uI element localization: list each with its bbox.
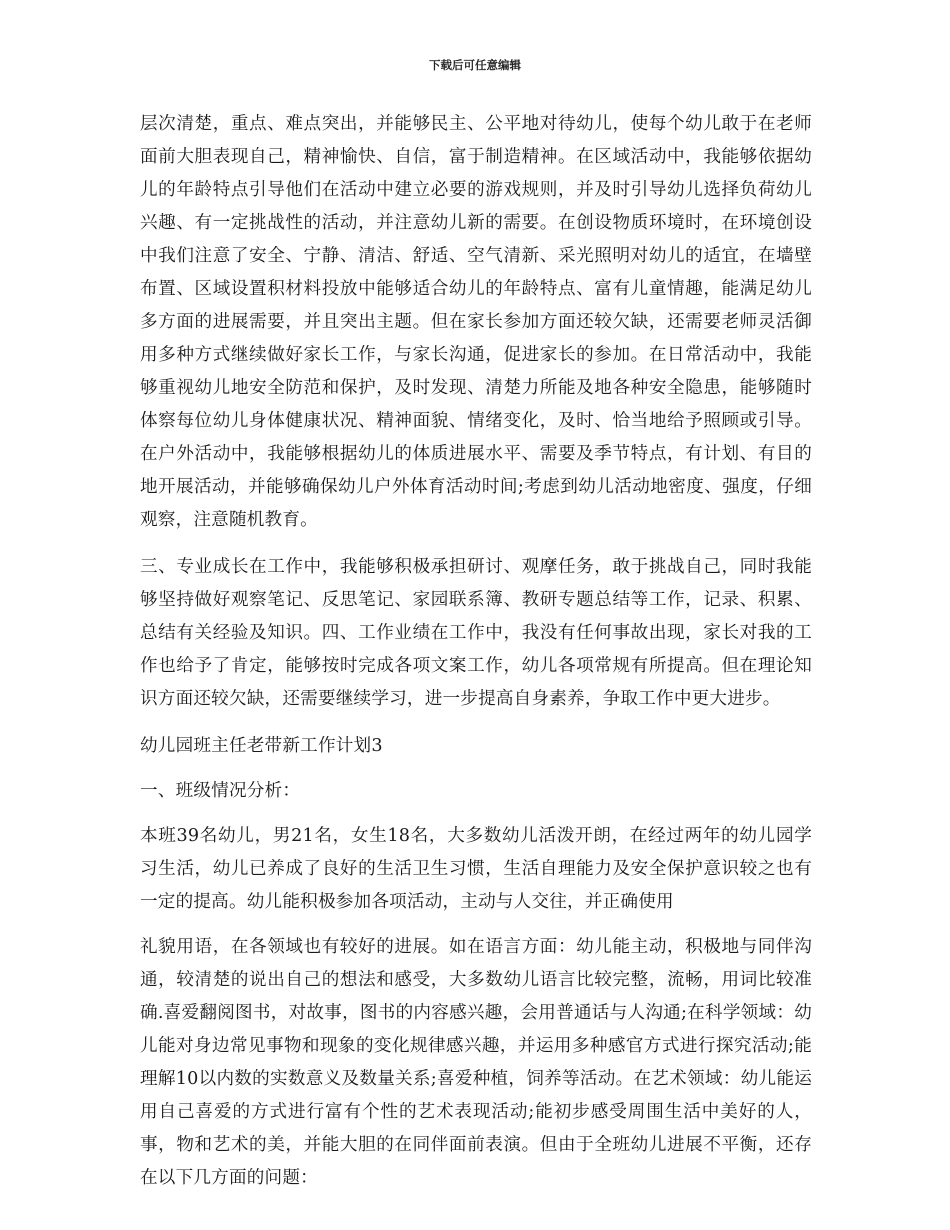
document-body — [140, 108, 812, 1195]
paragraph-class-overview: 本班39名幼儿，男21名，女生18名，大多数幼儿活泼开朗，在经过两年的幼儿园学习生活，幼儿已养成了良好的生活卫生习惯，生活自理能力及安全保护意识较之也有一定的提高。幼儿能积极参加各项活动，主动与人交往，并正确使用 — [140, 826, 812, 912]
paragraph-professional-growth: 三、专业成长在工作中，我能够积极承担研讨、观摩任务，敢于挑战自己，同时我能够坚持做好观察笔记、反思笔记、家园联系簿、教研专题总结等工作，记录、积累、总结有关经验及知识。四、工作业绩在工作中，我没有任何事故出现，家长对我的工作也给予了肯定，能够按时完成各项文案工作，幼儿各项常规有所提高。但在理论知识方面还较欠缺，还需要继续学习，进一步提高自身素养，争取工作中更大进步。 — [140, 557, 812, 709]
page-header: 下载后可任意编辑 — [429, 58, 521, 72]
section-title: 幼儿园班主任老带新工作计划3 — [140, 736, 383, 756]
paragraph-development-areas: 礼貌用语，在各领域也有较好的进展。如在语言方面：幼儿能主动，积极地与同伴沟通，较清楚的说出自己的想法和感受，大多数幼儿语言比较完整，流畅，用词比较准确.喜爱翻阅图书，对故事，图书的内容感兴趣，会用普通话与人沟通;在科学领域：幼儿能对身边常见事物和现象的变化规律感兴趣，并运用多种感官方式进行探究活动;能理解10以内数的实数意义及数量关系;喜爱种植，饲养等活动。在艺术领域：幼儿能运用自己喜爱的方式进行富有个性的艺术表现活动;能初步感受周围生活中美好的人，事，物和艺术的美，并能大胆的在同伴面前表演。但由于全班幼儿进展不平衡，还存在以下几方面的问题： — [140, 937, 812, 1188]
paragraph-teaching-practice: 层次清楚，重点、难点突出，并能够民主、公平地对待幼儿，使每个幼儿敢于在老师面前大胆表现自己，精神愉快、自信，富于制造精神。在区域活动中，我能够依据幼儿的年龄特点引导他们在活动中建立必要的游戏规则，并及时引导幼儿选择负荷幼儿兴趣、有一定挑战性的活动，并注意幼儿新的需要。在创设物质环境时，在环境创设中我们注意了安全、宁静、清洁、舒适、空气清新、采光照明对幼儿的适宜，在墙壁布置、区域设置积材料投放中能够适合幼儿的年龄特点、富有儿童情趣，能满足幼儿多方面的进展需要，并且突出主题。但在家长参加方面还较欠缺，还需要老师灵活御用多种方式继续做好家长工作，与家长沟通，促进家长的参加。在日常活动中，我能够重视幼儿地安全防范和保护，及时发现、清楚力所能及地各种安全隐患，能够随时体察每位幼儿身体健康状况、精神面貌、情绪变化，及时、恰当地给予照顾或引导。在户外活动中，我能够根据幼儿的体质进展水平、需要及季节特点，有计划、有目的地开展活动，并能够确保幼儿户外体育活动时间;考虑到幼儿活动地密度、强度，仔细观察，注意随机教育。 — [140, 114, 812, 530]
subsection-heading: 一、班级情况分析： — [140, 781, 301, 801]
